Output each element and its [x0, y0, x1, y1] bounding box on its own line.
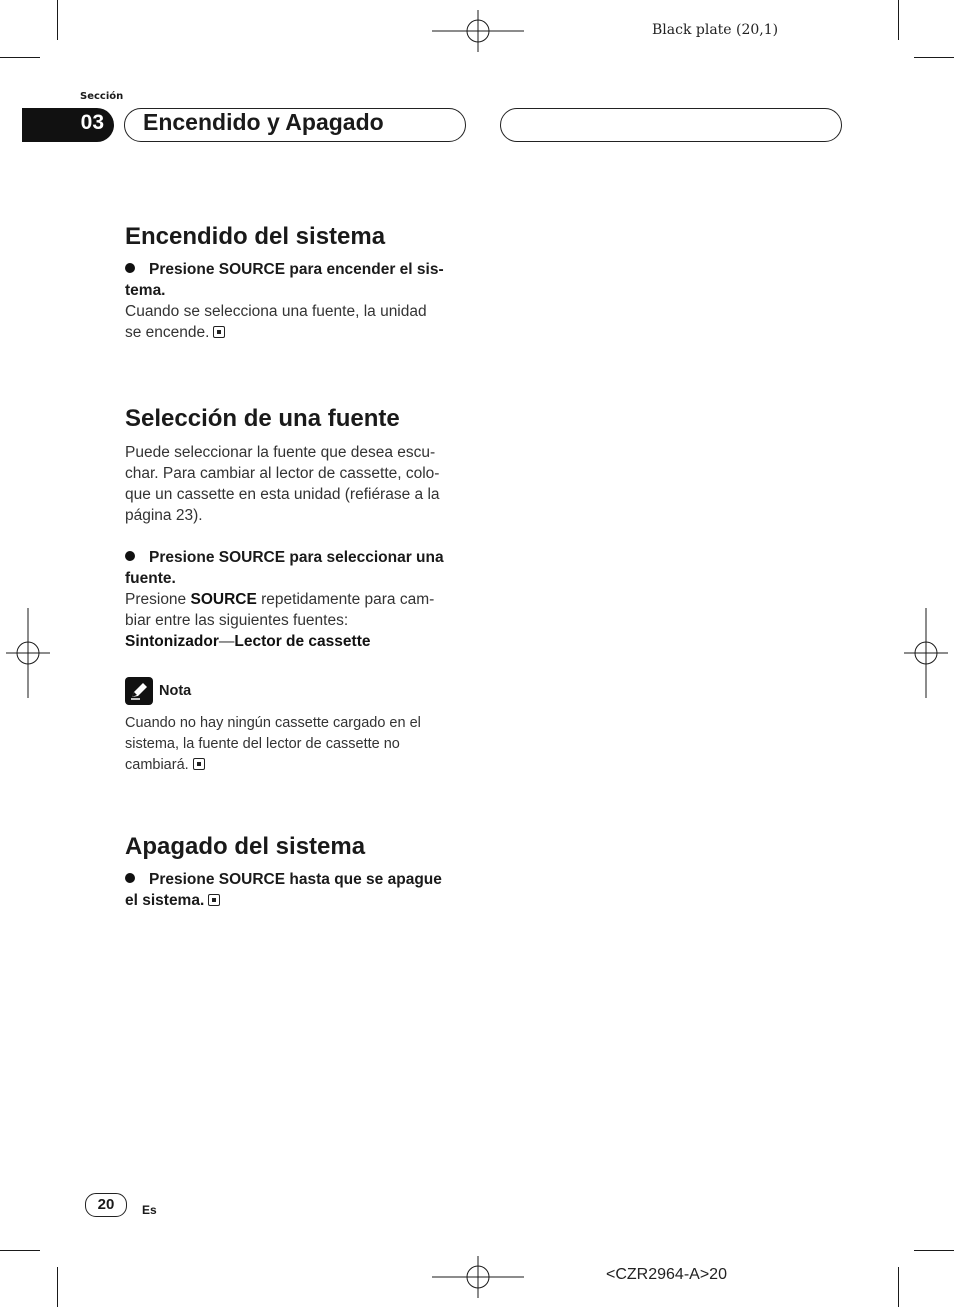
source-name: Sintonizador	[125, 633, 219, 650]
empty-header-pill	[500, 108, 842, 142]
section-power-on	[125, 222, 465, 343]
crop-mark	[57, 1267, 58, 1307]
note-line: Cuando no hay ningún cassette cargado en el	[125, 715, 421, 731]
body-text	[125, 301, 465, 343]
intro-text	[125, 442, 465, 526]
body-fragment: Presione	[125, 591, 191, 608]
step-line: Presione SOURCE para seleccionar una	[149, 549, 444, 566]
body-line: Cuando se selecciona una fuente, la unidad	[125, 303, 427, 320]
crop-mark	[898, 0, 899, 40]
body-line: página 23).	[125, 507, 203, 524]
crop-mark	[0, 1250, 40, 1251]
section-heading: Selección de una fuente	[125, 405, 400, 432]
note-block	[125, 677, 465, 776]
section-label: Sección	[80, 91, 124, 102]
pencil-note-icon	[125, 677, 153, 705]
note-label: Nota	[159, 683, 192, 699]
step-line: Presione SOURCE para encender el sis-	[149, 261, 444, 278]
note-text	[125, 713, 465, 776]
section-number-tab	[22, 108, 114, 142]
section-heading: Encendido del sistema	[125, 223, 386, 250]
section-heading: Apagado del sistema	[125, 833, 366, 860]
step-instruction	[125, 869, 465, 911]
body-line: se encende.	[125, 324, 210, 341]
dash: —	[218, 633, 235, 650]
body-fragment: repetidamente para cam-	[256, 591, 435, 608]
plate-label: Black plate (20,1)	[652, 22, 779, 38]
step-line: tema.	[125, 282, 166, 299]
end-mark-icon	[213, 326, 225, 338]
section-select-source	[125, 404, 465, 776]
crop-mark	[57, 0, 58, 40]
end-mark-icon	[193, 758, 205, 770]
step-line: el sistema.	[125, 892, 205, 909]
note-header	[125, 677, 465, 705]
step-instruction	[125, 547, 465, 589]
note-line: cambiará.	[125, 757, 189, 773]
crop-mark	[914, 1250, 954, 1251]
end-mark-icon	[208, 894, 220, 906]
bullet-icon	[125, 551, 135, 561]
body-line: biar entre las siguientes fuentes:	[125, 612, 349, 629]
page-number: 20	[85, 1193, 127, 1217]
registration-mark-icon	[904, 608, 948, 698]
crop-mark	[898, 1267, 899, 1307]
step-line: fuente.	[125, 570, 176, 587]
language-code: Es	[142, 1203, 157, 1217]
body-line: char. Para cambiar al lector de cassette, colo-	[125, 465, 440, 482]
body-line: Puede seleccionar la fuente que desea escu-	[125, 444, 436, 461]
registration-mark-icon	[6, 608, 50, 698]
note-line: sistema, la fuente del lector de cassette no	[125, 736, 400, 752]
section-number: 03	[80, 111, 104, 134]
bullet-icon	[125, 873, 135, 883]
registration-mark-icon	[432, 10, 524, 52]
bullet-icon	[125, 263, 135, 273]
step-instruction	[125, 259, 465, 301]
section-power-off	[125, 832, 465, 911]
section-title-pill	[124, 108, 466, 142]
step-line: Presione SOURCE hasta que se apague	[149, 871, 442, 888]
crop-mark	[0, 57, 40, 58]
source-name: Lector de cassette	[234, 633, 371, 650]
crop-mark	[914, 57, 954, 58]
section-title: Encendido y Apagado	[143, 109, 384, 135]
body-text	[125, 589, 465, 652]
source-key: SOURCE	[190, 591, 257, 608]
document-code: <CZR2964-A>20	[606, 1266, 727, 1283]
registration-mark-icon	[432, 1256, 524, 1298]
body-line: que un cassette en esta unidad (refiérase a la	[125, 486, 440, 503]
